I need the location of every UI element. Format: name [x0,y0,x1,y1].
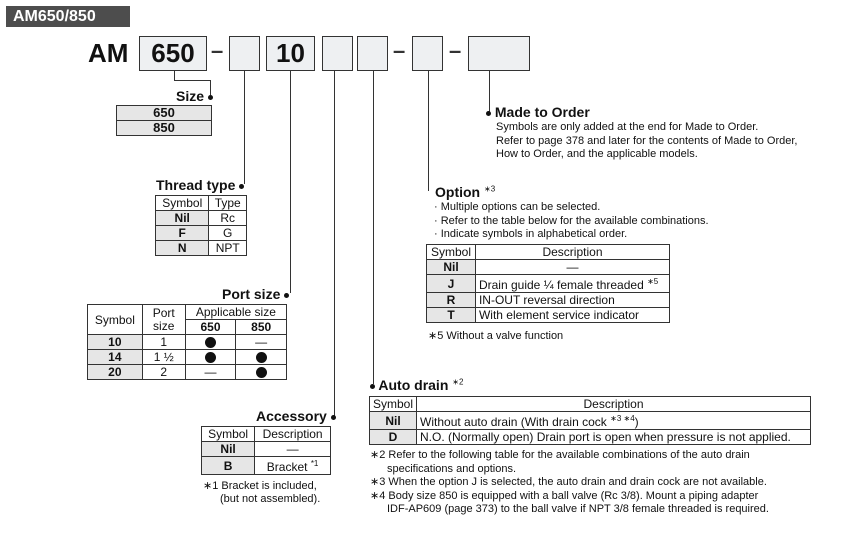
accessory-header-desc: Description [255,427,331,442]
port-850: — [236,335,287,350]
thread-table [155,195,247,256]
mto-text [496,121,797,162]
mto-title: Made to Order [486,104,590,120]
port-header-size: Port size [142,305,185,335]
size-connector-v1 [174,71,175,80]
port-size: 1 [142,335,185,350]
drain-note: specifications and options. [387,462,517,475]
option-symbol: Nil [427,260,476,275]
drain-symbol: Nil [370,412,417,430]
port-code-box: 10 [266,36,315,71]
port-size: 1 ½ [142,350,185,365]
port-header-symbol: Symbol [88,305,143,335]
code-dash-3: – [449,38,462,63]
port-header-applicable: Applicable size [185,305,286,320]
accessory-desc: — [255,442,331,457]
option-desc: — [475,260,669,275]
accessory-code-box [322,36,353,71]
thread-header-symbol: Symbol [156,196,209,211]
thread-symbol: F [156,226,209,241]
drain-header-symbol: Symbol [370,397,417,412]
drain-symbol: D [370,430,417,445]
option-title: Option $^{∗3}$ [435,184,496,200]
mto-line: Symbols are only added at the end for Made to Order. [496,121,759,133]
code-dash-1: – [211,38,224,63]
option-bullet: · Indicate symbols in alphabetical order. [434,228,628,240]
drain-desc: N.O. (Normally open) Drain port is open when pressure is not applied. [417,430,811,445]
drain-note: ∗3 When the option J is selected, the auto drain and drain cock are not available. [370,476,767,488]
model-tag: AM650/850 [6,6,130,27]
port-850 [236,365,287,380]
option-symbol: T [427,308,476,323]
port-650: — [185,365,236,380]
mto-dot-icon [486,111,491,116]
option-bullet: · Refer to the table below for the available combinations. [434,214,709,227]
size-row: 650 [117,106,212,121]
code-dash-2: – [393,38,406,63]
filled-circle-icon [205,352,216,363]
size-dot-icon [208,95,213,100]
drain-dot-icon [370,384,375,389]
accessory-footnote-1: ∗1 Bracket is included, [203,480,317,492]
option-symbol: R [427,293,476,308]
accessory-header-symbol: Symbol [202,427,255,442]
drain-table [369,396,811,445]
port-table [87,304,287,380]
size-code-box: 650 [139,36,207,71]
accessory-symbol: Nil [202,442,255,457]
thread-symbol: N [156,241,209,256]
port-header-850: 850 [236,320,287,335]
made-to-order-box [468,36,530,71]
port-header-650: 650 [185,320,236,335]
drain-header-desc: Description [417,397,811,412]
option-desc: Drain guide ¼ female threaded $^{∗5}$ [475,275,669,293]
port-650 [185,335,236,350]
option-desc: With element service indicator [475,308,669,323]
option-symbol: J [427,275,476,293]
filled-circle-icon [205,337,216,348]
option-code-box [412,36,443,71]
thread-connector [244,71,245,184]
size-title: Size [176,88,213,104]
port-symbol: 20 [88,365,143,380]
port-title: Port size [222,286,289,302]
option-table [426,244,670,323]
accessory-title: Accessory [256,408,336,424]
mto-line: Refer to page 378 and later for the contents of Made to Order, [496,134,798,147]
drain-connector [373,71,374,384]
port-dot-icon [284,293,289,298]
accessory-connector [334,71,335,416]
drain-note: ∗2 Refer to the following table for the available combinations of the auto drain [370,449,750,461]
thread-type: Rc [209,211,247,226]
size-table [116,105,212,136]
thread-symbol: Nil [156,211,209,226]
option-footnote: ∗5 Without a valve function [428,330,564,342]
port-850 [236,350,287,365]
thread-type: G [209,226,247,241]
drain-note: ∗4 Body size 850 is equipped with a ball valve (Rc 3/8). Mount a piping adapter [370,489,759,502]
thread-code-box [229,36,260,71]
thread-header-type: Type [209,196,247,211]
option-bullets [434,201,709,242]
thread-type: NPT [209,241,247,256]
accessory-table [201,426,331,475]
thread-dot-icon [239,184,244,189]
drain-desc: Without auto drain (With drain cock $^{∗3 ∗4}$) [417,412,811,430]
size-row: 850 [117,121,212,136]
code-prefix: AM [88,38,129,68]
port-symbol: 14 [88,350,143,365]
option-desc: IN-OUT reversal direction [475,293,669,308]
filled-circle-icon [256,352,267,363]
accessory-symbol: B [202,457,255,475]
port-symbol: 10 [88,335,143,350]
filled-circle-icon [256,367,267,378]
drain-code-box [357,36,388,71]
drain-note: IDF-AP609 (page 373) to the ball valve if NPT 3/8 female threaded is required. [387,503,769,515]
thread-title: Thread type [156,177,244,193]
option-header-symbol: Symbol [427,245,476,260]
option-header-desc: Description [475,245,669,260]
port-connector [290,71,291,293]
option-connector [428,71,429,191]
drain-title: Auto drain $^{∗2}$ [370,377,463,393]
port-size: 2 [142,365,185,380]
accessory-dot-icon [331,415,336,420]
accessory-footnote-2: (but not assembled). [220,493,321,505]
mto-line: How to Order, and the applicable models. [496,148,698,160]
option-bullet: · Multiple options can be selected. [434,201,601,213]
port-650 [185,350,236,365]
accessory-desc: Bracket $^{*1}$ [255,457,331,475]
size-connector-h [174,80,211,81]
drain-notes [370,449,769,517]
